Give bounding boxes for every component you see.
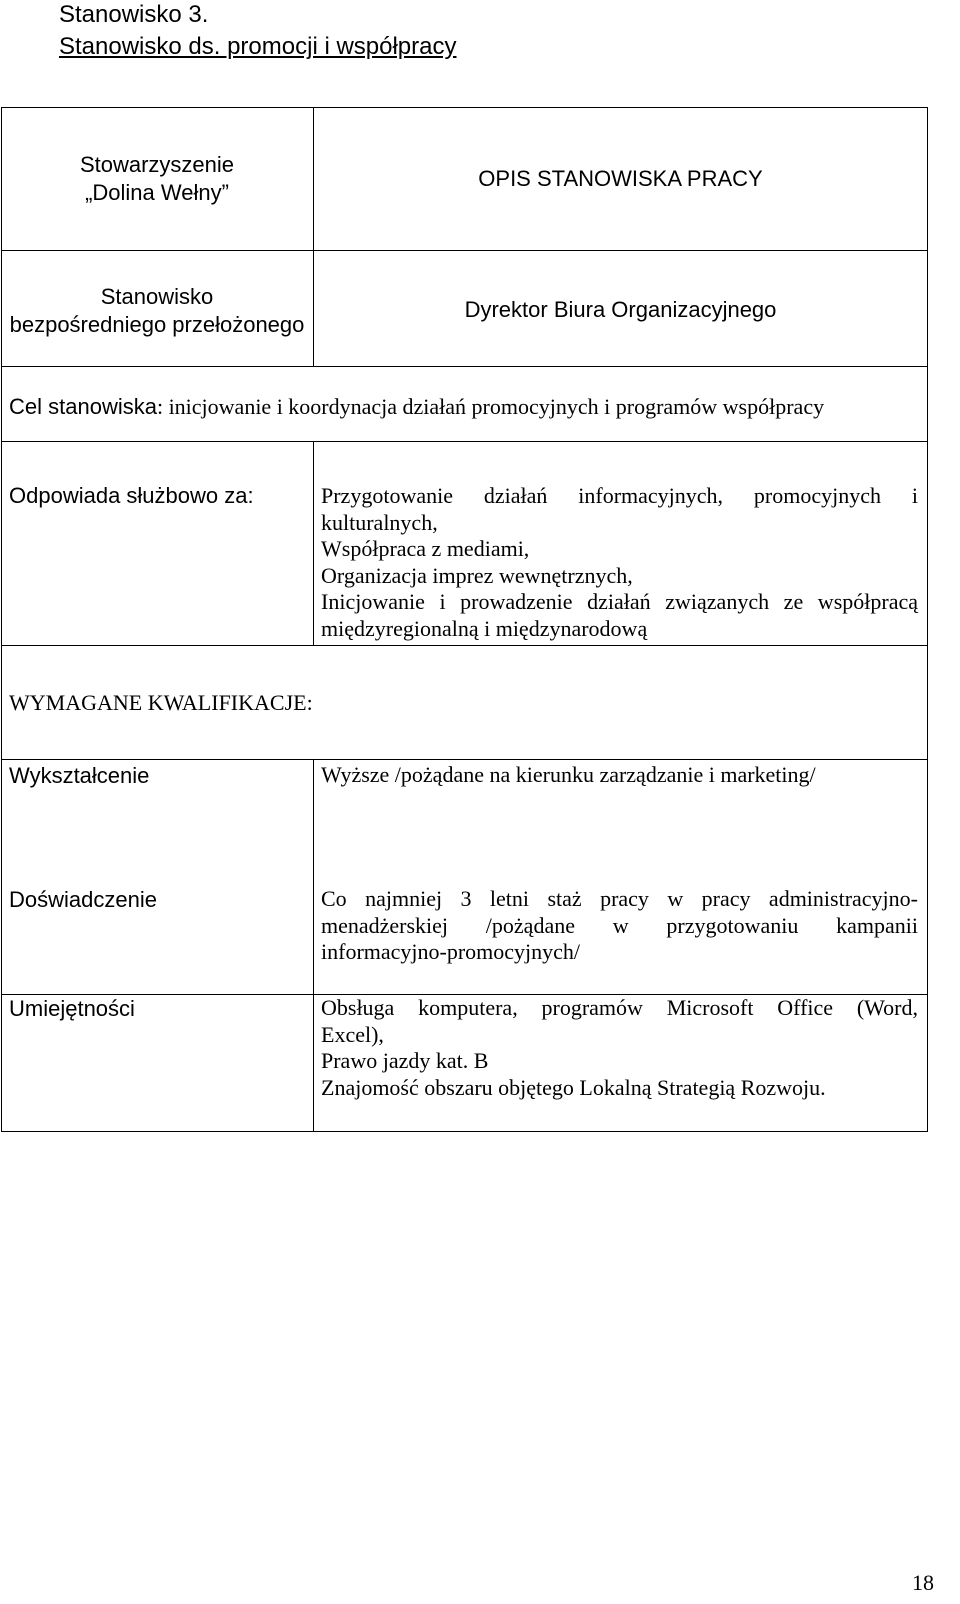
skills-line-4: Znajomość obszaru objętego Lokalną Strategią Rozwoju. [321,1074,826,1100]
requirements-divider [313,760,314,1132]
skills-label: Umiejętności [9,996,135,1021]
skills-line-2: Excel), [321,1021,384,1047]
experience-line-2: menadżerskiej /pożądane w przygotowaniu kampanii [321,912,918,938]
organization-line-2: „Dolina Wełny” [85,180,229,205]
responsibility-line-1: Przygotowanie działań informacyjnych, promocyjnych i [321,483,918,508]
qualifications-heading: WYMAGANE KWALIFIKACJE: [9,690,313,715]
section-title: Stanowisko ds. promocji i współpracy [59,33,457,60]
experience-value [321,886,918,966]
responsibility-line-6: międzyregionalną i międzynarodową [321,615,648,641]
experience-line-3: informacyjno-promocyjnych/ [321,939,581,964]
document-title: OPIS STANOWISKA PRACY [478,166,763,191]
goal-value: : inicjowanie i koordynacja działań promocyjnych i programów współpracy [156,394,825,419]
section-number: Stanowisko 3. [59,1,209,28]
page-number: 18 [912,1570,934,1595]
skills-line-1: Obsługa komputera, programów Microsoft Office (Word, [321,995,918,1020]
organization-name [1,151,313,207]
responsibility-line-3: Współpraca z mediami, [321,536,530,561]
experience-line-1: Co najmniej 3 letni staż pracy w pracy administracyjno- [321,886,918,911]
supervisor-label-line-2: bezpośredniego przełożonego [9,312,305,337]
header-table-row-divider [1,250,928,251]
education-label: Wykształcenie [9,763,150,788]
skills-line-3: Prawo jazdy kat. B [321,1048,489,1073]
responsibilities-label: Odpowiada służbowo za: [9,483,254,508]
goal-text [9,393,824,421]
responsibility-line-5: Inicjowanie i prowadzenie działań związanych ze współpracą [321,589,918,614]
header-table-divider [313,107,314,367]
experience-label: Doświadczenie [9,887,157,912]
responsibilities-divider [313,442,314,646]
supervisor-label-line-1: Stanowisko [100,284,214,309]
responsibility-line-2: kulturalnych, [321,509,438,535]
education-value: Wyższe /pożądane na kierunku zarządzanie i marketing/ [321,762,816,787]
organization-line-1: Stowarzyszenie [79,152,235,177]
skills-value [321,995,918,1101]
supervisor-label [1,283,313,339]
goal-label: Cel stanowiska [9,394,157,419]
supervisor-value: Dyrektor Biura Organizacyjnego [464,297,777,322]
responsibility-line-4: Organizacja imprez wewnętrznych, [321,562,633,588]
responsibilities-list [321,483,918,642]
